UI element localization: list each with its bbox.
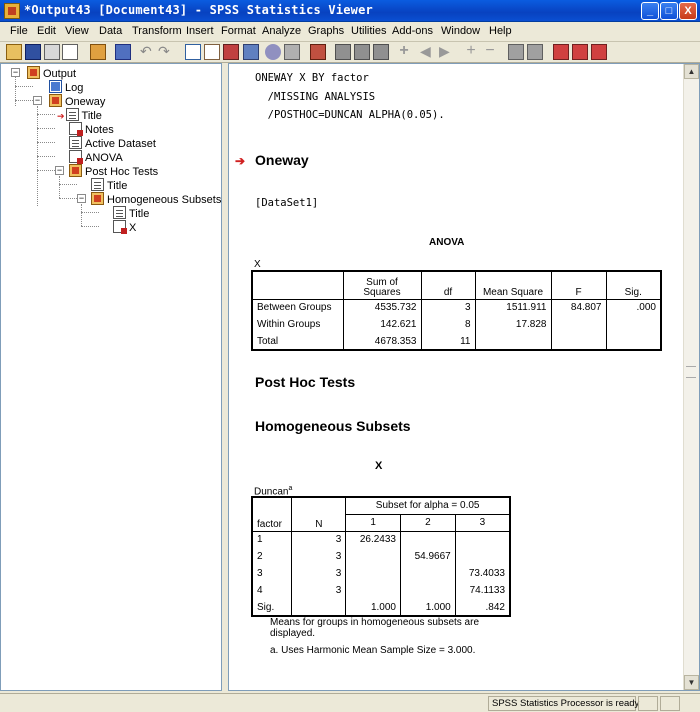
table-row — [252, 548, 510, 565]
tree-item-post-hoc-tests[interactable] — [69, 164, 158, 178]
tree-label: Homogeneous Subsets — [107, 194, 222, 206]
export-icon[interactable] — [90, 44, 106, 60]
undo-icon[interactable]: ↶ — [140, 43, 152, 59]
scroll-down-button[interactable]: ▼ — [684, 675, 699, 690]
tree-label: Active Dataset — [85, 138, 156, 150]
redo-icon[interactable]: ↷ — [158, 43, 170, 59]
oneway-book-icon — [49, 94, 62, 107]
tree-label: X — [129, 222, 137, 234]
subsets-cell: 4 — [252, 582, 292, 599]
method-footnote-mark: a — [288, 485, 293, 492]
pivot-trays-icon[interactable] — [553, 44, 569, 60]
subsets-cell — [346, 548, 401, 565]
anova-cell: 142.621 — [343, 316, 421, 333]
subsets-cell: 3 — [252, 565, 292, 582]
posthoc-title-icon — [91, 178, 104, 191]
menu-transform[interactable]: Transform — [132, 25, 182, 37]
tree-label: ANOVA — [85, 152, 123, 164]
demote-icon[interactable]: ▶ — [439, 43, 450, 59]
subsets-cell — [401, 565, 456, 582]
menu-bar — [0, 22, 700, 42]
notes-table-icon — [69, 122, 82, 135]
scroll-thumb-grip[interactable] — [686, 366, 696, 378]
anova-cell: 8 — [421, 316, 475, 333]
show-all-variables-icon[interactable] — [265, 44, 281, 60]
swap-icon[interactable] — [572, 44, 588, 60]
save-icon[interactable] — [25, 44, 41, 60]
anova-cell — [606, 316, 661, 333]
subsets-cell — [401, 531, 456, 548]
subsets-header-cell: 3 — [455, 514, 510, 531]
menu-graphs[interactable]: Graphs — [308, 25, 345, 37]
subsets-cell: Sig. — [252, 599, 292, 616]
subsets-cell: 26.2433 — [346, 531, 401, 548]
subsets-header-cell: factor — [252, 497, 292, 531]
table-row — [252, 565, 510, 582]
anova-cell: .000 — [606, 299, 661, 316]
menu-data[interactable]: Data — [99, 25, 123, 37]
subsets-table[interactable] — [251, 496, 511, 617]
homogeneous-expander[interactable]: − — [78, 193, 85, 203]
menu-utilities[interactable]: Utilities — [351, 25, 387, 37]
anova-header-cell: Sum of Squares — [343, 271, 421, 299]
subsets-header-cell: 2 — [401, 514, 456, 531]
subsets-cell — [346, 565, 401, 582]
anova-variable-label: X — [254, 259, 261, 270]
tree-item-hs-x[interactable] — [113, 220, 136, 234]
homogeneous-book-icon — [91, 192, 104, 205]
table-row — [252, 531, 510, 548]
anova-cell: 11 — [421, 333, 475, 350]
print-preview-icon[interactable] — [62, 44, 78, 60]
window-title: *Output43 [Document43] - SPSS Statistics Viewer — [24, 3, 373, 17]
anova-table-icon — [69, 150, 82, 163]
subsets-cell: 1 — [252, 531, 292, 548]
output-content-pane[interactable] — [228, 63, 700, 691]
log-icon — [49, 80, 62, 93]
anova-header-cell: df — [421, 271, 475, 299]
insert-icon[interactable]: + — [399, 42, 409, 59]
subsets-footnote-harmonic: a. Uses Harmonic Mean Sample Size = 3.000. — [270, 645, 476, 656]
anova-cell: Total — [252, 333, 343, 350]
tree-item-title[interactable] — [57, 108, 102, 122]
tree-item-oneway[interactable] — [49, 94, 105, 108]
syntax-line: ONEWAY X BY factor — [255, 72, 369, 84]
tree-label: Oneway — [65, 96, 106, 108]
table-row — [252, 599, 510, 616]
subsets-cell — [455, 531, 510, 548]
table-row — [252, 582, 510, 599]
tree-label: Title — [81, 110, 102, 122]
subsets-cell: 1.000 — [401, 599, 456, 616]
close-button[interactable]: X — [679, 2, 697, 20]
menu-analyze[interactable]: Analyze — [262, 25, 302, 37]
anova-cell: 17.828 — [475, 316, 551, 333]
select-last-output-icon[interactable] — [284, 44, 300, 60]
goto-case-icon[interactable] — [204, 44, 220, 60]
subsets-cell — [346, 582, 401, 599]
insert-title-icon[interactable] — [354, 44, 370, 60]
status-panel — [660, 696, 680, 711]
title-bar — [0, 0, 700, 22]
scroll-up-button[interactable]: ▲ — [684, 64, 699, 79]
anova-cell: 84.807 — [551, 299, 606, 316]
print-icon[interactable] — [44, 44, 60, 60]
tree-label: Title — [107, 180, 128, 192]
subsets-cell: .842 — [455, 599, 510, 616]
menu-window[interactable]: Window — [441, 25, 481, 37]
current-item-arrow-icon: ➔ — [57, 111, 65, 121]
anova-header-cell: Mean Square — [475, 271, 551, 299]
vertical-scrollbar[interactable] — [683, 64, 699, 690]
subsets-cell: 2 — [252, 548, 292, 565]
tree-item-notes[interactable] — [69, 122, 114, 136]
table-row — [252, 299, 661, 316]
syntax-line: /MISSING ANALYSIS — [255, 91, 376, 103]
output-book-icon — [27, 66, 40, 79]
status-bar — [0, 693, 700, 712]
show-icon[interactable] — [508, 44, 524, 60]
insert-heading-icon[interactable] — [335, 44, 351, 60]
anova-cell — [606, 333, 661, 350]
tree-item-homogeneous-subsets[interactable] — [91, 192, 221, 206]
anova-cell: 4535.732 — [343, 299, 421, 316]
output-expander[interactable]: − — [12, 67, 19, 77]
goto-variable-icon[interactable] — [223, 44, 239, 60]
subsets-cell — [292, 599, 346, 616]
posthoc-expander[interactable]: − — [56, 165, 63, 175]
subsets-cell — [455, 548, 510, 565]
subsets-header-cell: N — [292, 497, 346, 531]
tree-item-anova[interactable] — [69, 150, 123, 164]
dataset-label: [DataSet1] — [255, 197, 319, 209]
tree-item-active-dataset[interactable] — [69, 136, 156, 150]
promote-icon[interactable]: ◀ — [420, 43, 431, 59]
tree-item-log[interactable] — [49, 80, 83, 94]
maximize-button[interactable]: □ — [660, 2, 678, 20]
anova-table[interactable] — [251, 270, 662, 351]
anova-cell — [551, 333, 606, 350]
subsets-cell — [401, 582, 456, 599]
tree-item-output[interactable] — [27, 66, 76, 80]
anova-cell — [475, 333, 551, 350]
hs-title-icon — [113, 206, 126, 219]
tree-label: Notes — [85, 124, 114, 136]
hide-icon[interactable] — [527, 44, 543, 60]
anova-header-cell: F — [551, 271, 606, 299]
subsets-cell: 54.9667 — [401, 548, 456, 565]
tree-label: Post Hoc Tests — [85, 166, 159, 178]
tree-item-posthoc-title[interactable] — [91, 178, 127, 192]
active-dataset-icon — [69, 136, 82, 149]
anova-title: ANOVA — [429, 237, 465, 248]
menu-file[interactable]: File — [10, 25, 28, 37]
anova-cell: 4678.353 — [343, 333, 421, 350]
anova-cell: Between Groups — [252, 299, 343, 316]
tree-label: Log — [65, 82, 84, 94]
hs-x-table-icon — [113, 220, 126, 233]
tree-item-hs-title[interactable] — [113, 206, 149, 220]
current-item-arrow-icon: ➔ — [235, 154, 246, 168]
sort-icon[interactable] — [591, 44, 607, 60]
tree-label: Title — [129, 208, 150, 220]
menu-addons[interactable]: Add-ons — [392, 25, 433, 37]
menu-edit[interactable]: Edit — [37, 25, 56, 37]
syntax-line: /POSTHOC=DUNCAN ALPHA(0.05). — [255, 109, 445, 121]
title-page-icon — [66, 108, 79, 121]
expand-icon[interactable]: + — [466, 42, 476, 59]
homogeneous-heading: Homogeneous Subsets — [255, 418, 411, 434]
menu-format[interactable]: Format — [221, 25, 256, 37]
table-row — [252, 333, 661, 350]
processor-status: SPSS Statistics Processor is ready — [488, 696, 636, 711]
subsets-cell: 3 — [292, 565, 346, 582]
subsets-header-cell: Subset for alpha = 0.05 — [346, 497, 510, 514]
open-icon[interactable] — [6, 44, 22, 60]
minimize-button[interactable]: _ — [641, 2, 659, 20]
designate-window-icon[interactable] — [310, 44, 326, 60]
anova-header-cell: Sig. — [606, 271, 661, 299]
recall-dialog-icon[interactable] — [115, 44, 131, 60]
subsets-footnote-means: Means for groups in homogeneous subsets are displayed. — [270, 617, 480, 639]
insert-text-icon[interactable] — [373, 44, 389, 60]
anova-cell: 1511.911 — [475, 299, 551, 316]
anova-cell — [551, 316, 606, 333]
collapse-icon[interactable]: − — [485, 42, 495, 59]
toolbar — [0, 42, 700, 63]
subsets-cell: 1.000 — [346, 599, 401, 616]
outline-pane[interactable] — [0, 63, 222, 691]
oneway-heading: Oneway — [255, 152, 309, 168]
anova-cell: 3 — [421, 299, 475, 316]
post-hoc-heading: Post Hoc Tests — [255, 374, 356, 390]
menu-help[interactable]: Help — [489, 25, 512, 37]
goto-data-icon[interactable] — [185, 44, 201, 60]
posthoc-book-icon — [69, 164, 82, 177]
variables-icon[interactable] — [243, 44, 259, 60]
table-row — [252, 316, 661, 333]
oneway-expander[interactable]: − — [34, 95, 41, 105]
subsets-cell: 3 — [292, 548, 346, 565]
menu-view[interactable]: View — [65, 25, 89, 37]
subsets-cell: 74.1133 — [455, 582, 510, 599]
menu-insert[interactable]: Insert — [186, 25, 214, 37]
anova-cell: Within Groups — [252, 316, 343, 333]
subsets-cell: 3 — [292, 531, 346, 548]
subsets-title: X — [375, 460, 383, 472]
status-panel — [638, 696, 658, 711]
spss-app-icon[interactable] — [4, 3, 20, 19]
method-name: Duncan — [254, 486, 289, 498]
subsets-cell: 73.4033 — [455, 565, 510, 582]
anova-header-cell — [252, 271, 343, 299]
subsets-header-cell: 1 — [346, 514, 401, 531]
subsets-cell: 3 — [292, 582, 346, 599]
tree-label: Output — [43, 68, 77, 80]
